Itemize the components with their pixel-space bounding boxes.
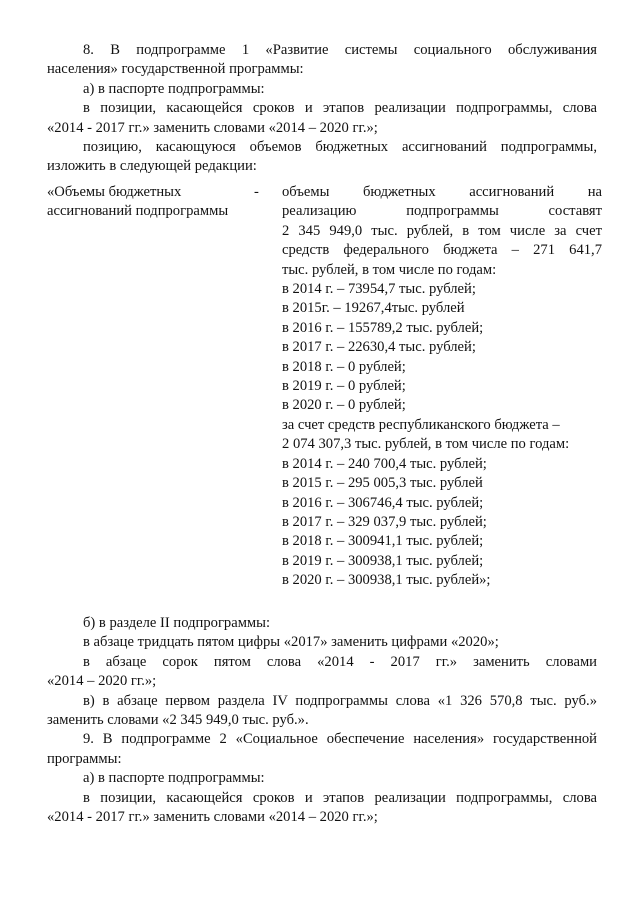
top-text-block	[47, 41, 597, 177]
paragraph-line: б) в разделе II подпрограммы:	[83, 615, 271, 631]
table-right-cell	[282, 183, 602, 591]
table-right-line: в 2018 г. – 0 рублей;	[282, 358, 406, 375]
paragraph-line: а) в паспорте подпрограммы:	[83, 770, 265, 787]
paragraph-line: в) в абзаце первом раздела IV подпрограммы слова «1 326 570,8 тыс. руб.»	[83, 692, 597, 709]
paragraph-line: в абзаце сорок пятом слова «2014 - 2017 гг.» заменить словами	[83, 653, 597, 670]
table-left-line: «Объемы бюджетных	[47, 184, 182, 200]
table-right-line: тыс. рублей, в том числе по годам:	[282, 261, 497, 278]
paragraph-line: 8. В подпрограмме 1 «Развитие системы социального обслуживания	[83, 42, 597, 58]
table-right-line: в 2017 г. – 22630,4 тыс. рублей;	[282, 339, 476, 356]
table-right-line: в 2019 г. – 300938,1 тыс. рублей;	[282, 552, 484, 569]
table-right-line: в 2020 г. – 300938,1 тыс. рублей»;	[282, 572, 491, 589]
paragraph-line: а) в паспорте подпрограммы:	[83, 80, 265, 97]
paragraph-line: изложить в следующей редакции:	[47, 158, 257, 175]
table-right-line: средств федерального бюджета – 271 641,7	[282, 242, 602, 259]
table-right-line: в 2016 г. – 306746,4 тыс. рублей;	[282, 494, 484, 511]
paragraph-line: «2014 - 2017 гг.» заменить словами «2014 – 2020 гг.»;	[47, 809, 378, 826]
paragraph-line: в абзаце тридцать пятом цифры «2017» заменить цифрами «2020»;	[83, 634, 499, 651]
table-right-line: 2 345 949,0 тыс. рублей, в том числе за счет	[282, 222, 602, 239]
table-right-line: объемы бюджетных ассигнований на	[282, 184, 602, 200]
paragraph-line: позицию, касающуюся объемов бюджетных ассигнований подпрограммы,	[83, 139, 597, 156]
paragraph-line: населения» государственной программы:	[47, 61, 304, 78]
paragraph-line: заменить словами «2 345 949,0 тыс. руб.».	[47, 712, 309, 729]
table-right-line: в 2019 г. – 0 рублей;	[282, 378, 406, 395]
table-right-line: в 2015г. – 19267,4тыс. рублей	[282, 300, 465, 317]
table-right-line: в 2016 г. – 155789,2 тыс. рублей;	[282, 319, 484, 336]
paragraph-line: «2014 - 2017 гг.» заменить словами «2014 – 2020 гг.»;	[47, 119, 378, 136]
table-right-line: в 2014 г. – 73954,7 тыс. рублей;	[282, 281, 476, 298]
passport-table	[47, 183, 602, 593]
table-right-line: реализацию подпрограммы составят	[282, 203, 602, 220]
table-dash: -	[254, 184, 259, 200]
paragraph-line: «2014 – 2020 гг.»;	[47, 673, 157, 690]
table-left-line: ассигнований подпрограммы	[47, 203, 229, 220]
table-right-line: в 2014 г. – 240 700,4 тыс. рублей;	[282, 455, 487, 472]
table-right-line: в 2020 г. – 0 рублей;	[282, 397, 406, 414]
table-right-line: 2 074 307,3 тыс. рублей, в том числе по годам:	[282, 436, 570, 453]
paragraph-line: 9. В подпрограмме 2 «Социальное обеспечение населения» государственной	[83, 731, 597, 748]
paragraph-line: программы:	[47, 750, 122, 767]
paragraph-line: в позиции, касающейся сроков и этапов реализации подпрограммы, слова	[83, 100, 597, 117]
table-right-line: в 2018 г. – 300941,1 тыс. рублей;	[282, 533, 484, 550]
table-left-cell	[47, 183, 232, 222]
table-right-line: за счет средств республиканского бюджета –	[282, 416, 560, 433]
bottom-text-block	[47, 614, 597, 827]
table-right-line: в 2015 г. – 295 005,3 тыс. рублей	[282, 475, 483, 492]
table-right-line: в 2017 г. – 329 037,9 тыс. рублей;	[282, 513, 487, 530]
paragraph-line: в позиции, касающейся сроков и этапов реализации подпрограммы, слова	[83, 789, 597, 806]
